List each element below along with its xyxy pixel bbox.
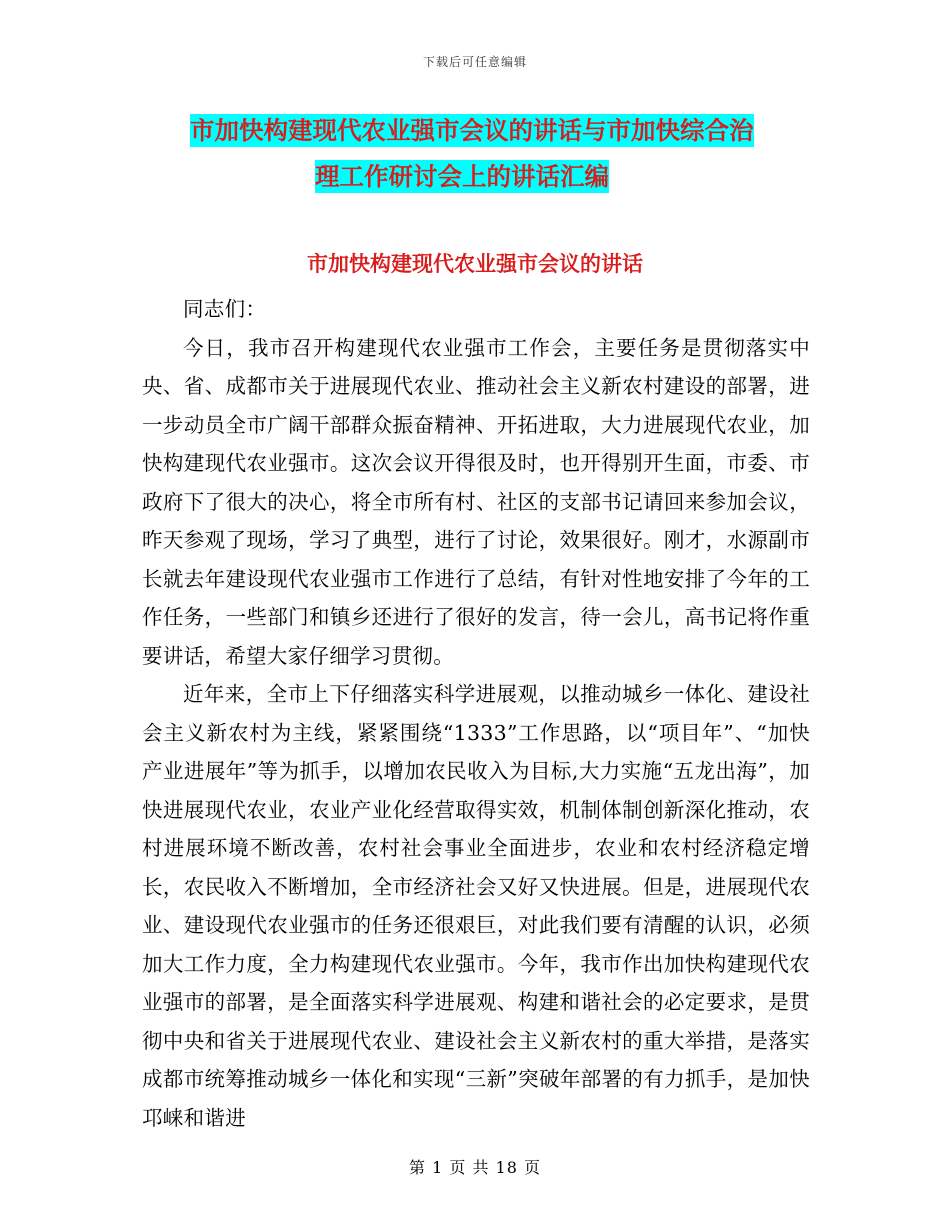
document-title-line-1	[140, 108, 820, 154]
body-text	[142, 290, 810, 1137]
document-title	[140, 108, 820, 200]
page-footer: 第 1 页 共 18 页	[409, 1158, 541, 1177]
body-paragraph: 今日，我市召开构建现代农业强市工作会，主要任务是贯彻落实中央、省、成都市关于进展现代农业、推动社会主义新农村建设的部署，进一步动员全市广阔干部群众振奋精神、开拓进取，大力进展现代农业，加快构建现代农业强市。这次会议开得很及时，也开得别开生面，市委、市政府下了很大的决心，将全市所有村、社区的支部书记请回来参加会议，昨天参观了现场，学习了典型，进行了讨论，效果很好。刚才，水源副市长就去年建设现代农业强市工作进行了总结，有针对性地安排了今年的工作任务，一些部门和镇乡还进行了很好的发言，待一会儿，高书记将作重要讲话，希望大家仔细学习贯彻。	[142, 335, 810, 668]
body-paragraph: 近年来，全市上下仔细落实科学进展观，以推动城乡一体化、建设社会主义新农村为主线，紧紧围绕“1333”工作思路，以“项目年”、“加快产业进展年”等为抓手，以增加农民收入为目标,大力实施“五龙出海”，加快进展现代农业，农业产业化经营取得实效，机制体制创新深化推动，农村进展环境不断改善，农村社会事业全面进步，农业和农村经济稳定增长，农民收入不断增加，全市经济社会又好又快进展。但是，进展现代农业、建设现代农业强市的任务还很艰巨，对此我们要有清醒的认识，必须加大工作力度，全力构建现代农业强市。今年，我市作出加快构建现代农业强市的部署，是全面落实科学进展观、构建和谐社会的必定要求，是贯彻中央和省关于进展现代农业、建设社会主义新农村的重大举措，是落实成都市统筹推动城乡一体化和实现“三新”突破年部署的有力抓手，是加快邛崃和谐进	[142, 682, 810, 1130]
title-highlight-1: 市加快构建现代农业强市会议的讲话与市加快综合治	[190, 116, 754, 145]
title-highlight-2: 理工作研讨会上的讲话汇编	[315, 162, 609, 191]
document-title-line-2	[140, 154, 820, 200]
page-header-note: 下载后可任意编辑	[422, 55, 527, 69]
section-title: 市加快构建现代农业强市会议的讲话	[307, 252, 643, 276]
salutation-paragraph: 同志们：	[183, 297, 267, 321]
